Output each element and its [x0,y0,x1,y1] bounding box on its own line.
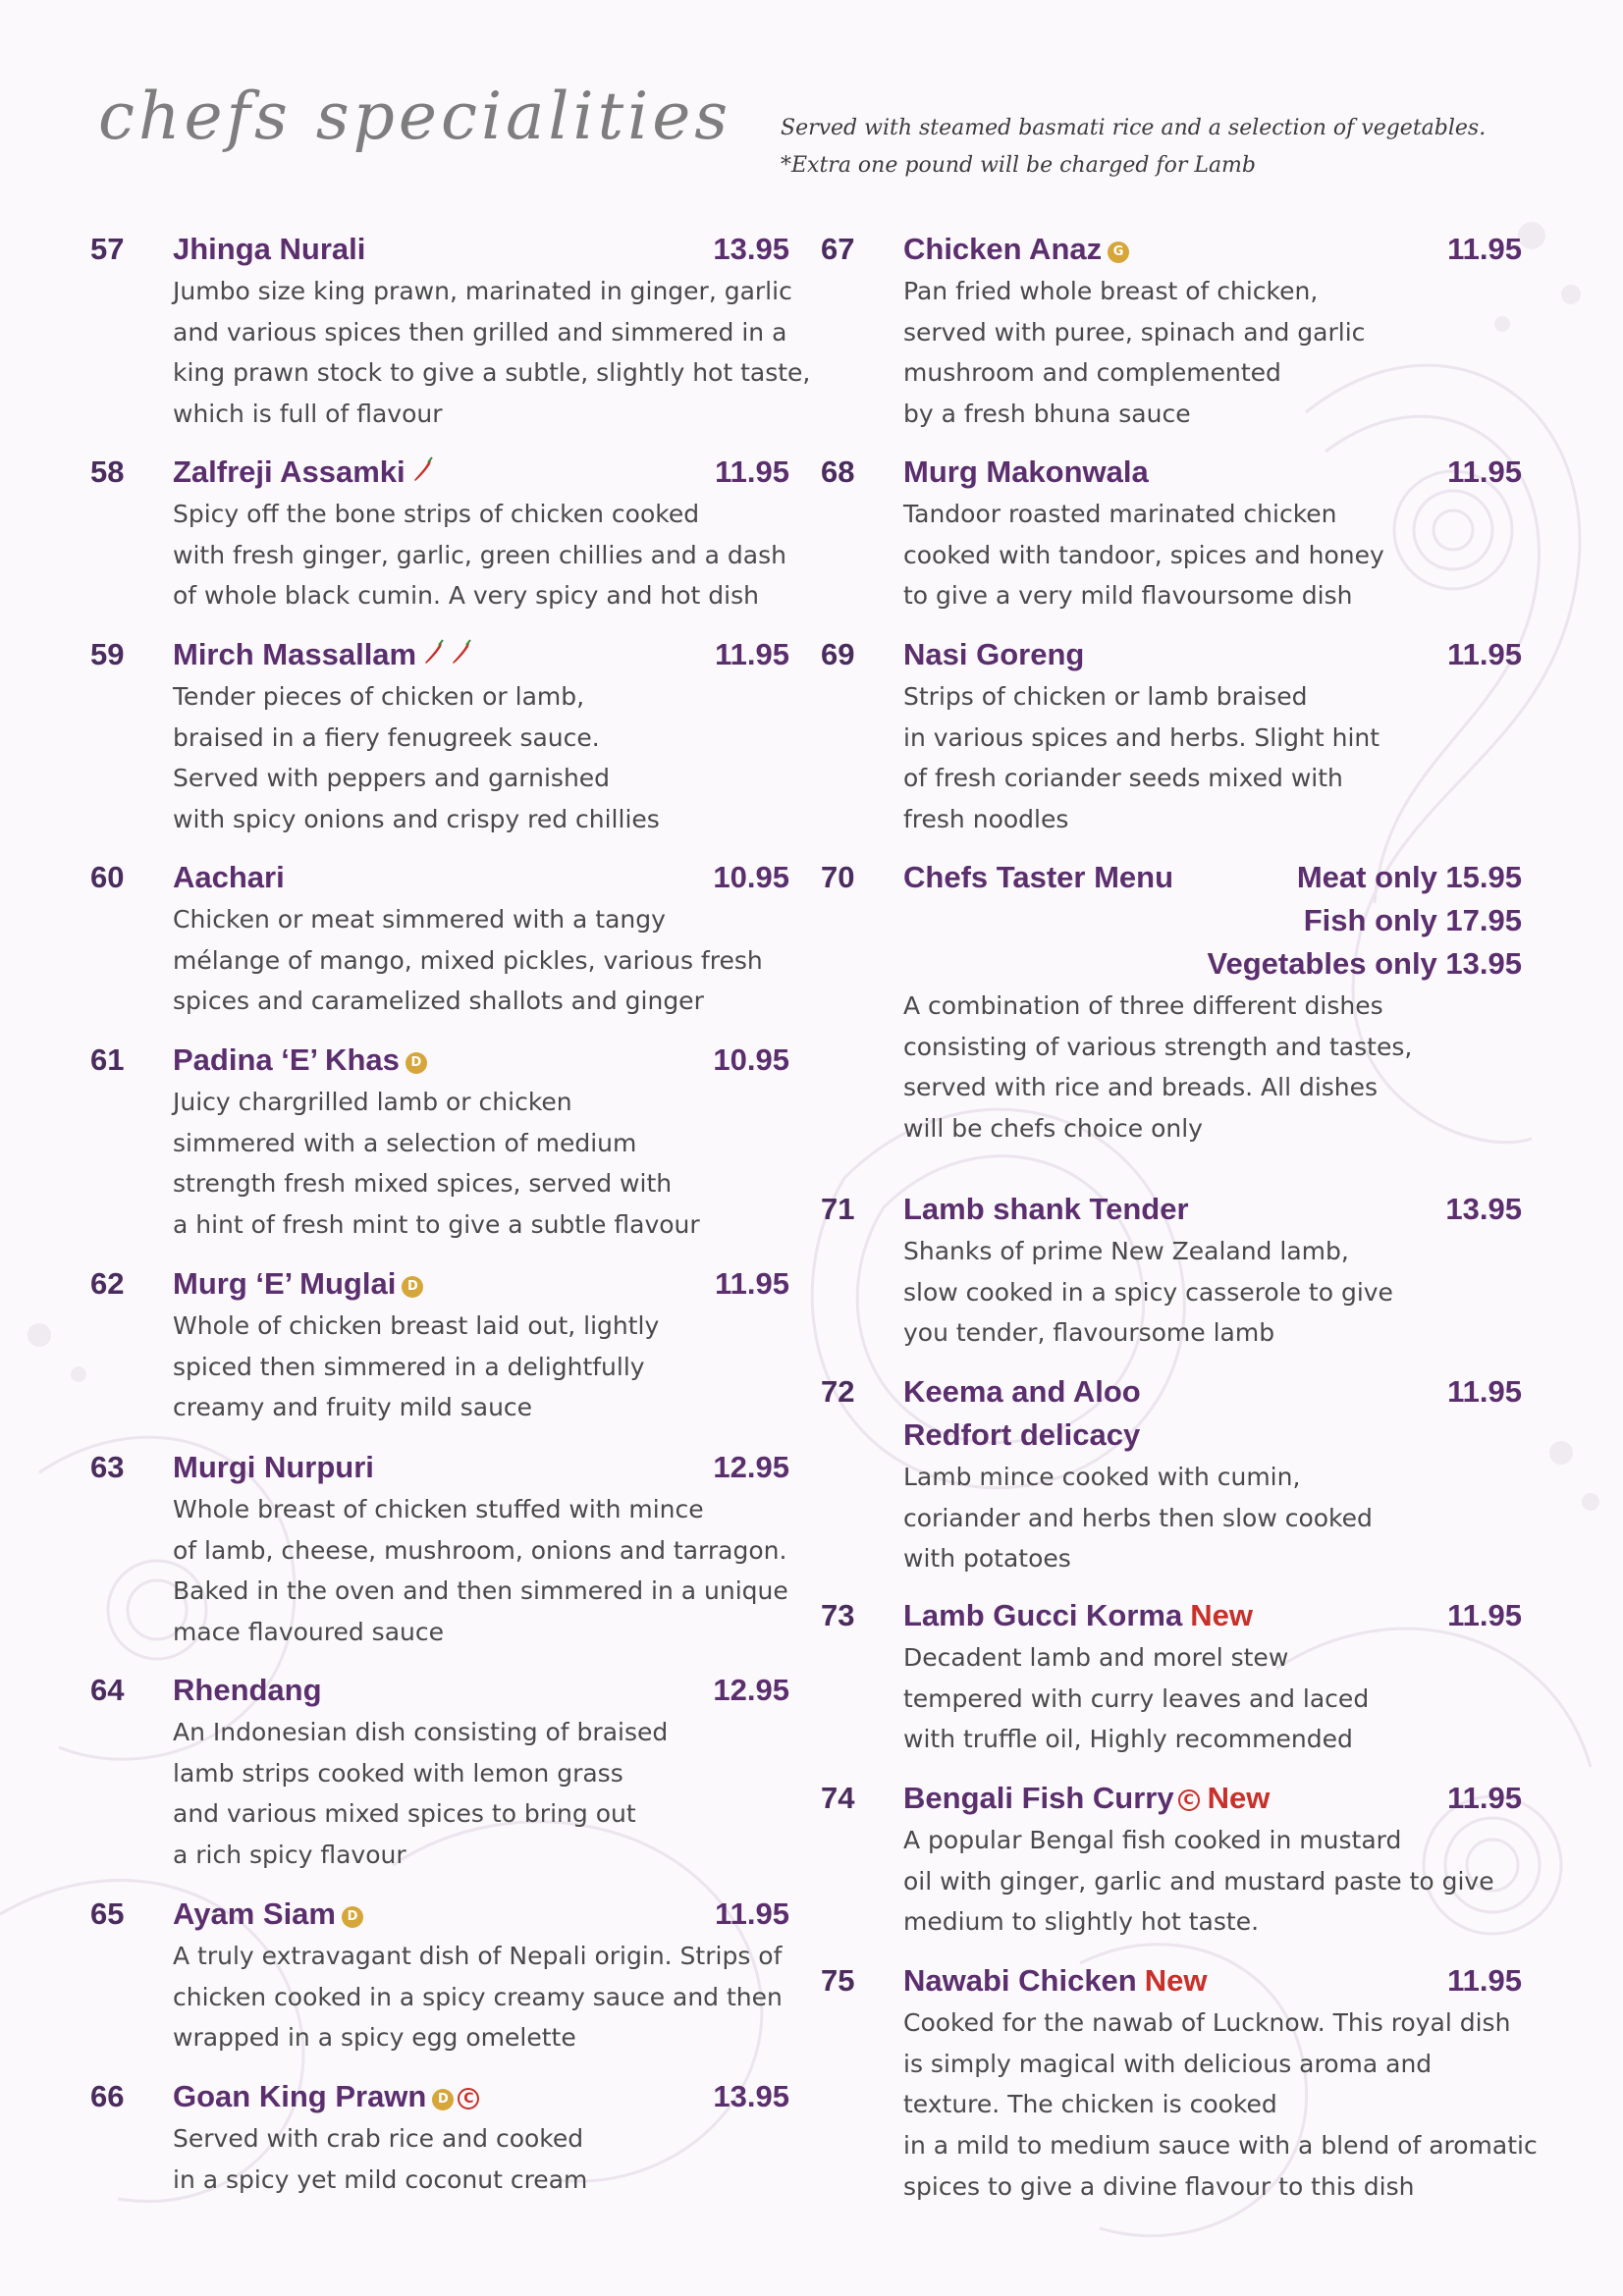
description-line: a rich spicy flavour [173,1841,406,1870]
description-line: strength fresh mixed spices, served with [173,1169,673,1199]
item-name: Goan King Prawn [173,2079,427,2113]
description-line: medium to slightly hot taste. [903,1907,1260,1937]
description-line: in a mild to medium sauce with a blend of aromatic [903,2131,1538,2161]
item-number: 68 [821,454,855,489]
menu-item [821,1188,1522,1354]
item-name: Aachari [173,860,285,894]
item-description [903,676,1522,840]
header-note-line: Served with steamed basmati rice and a selection of vegetables. [781,116,1487,140]
item-price: 11.95 [715,1896,789,1931]
item-price: 11.95 [1447,232,1522,266]
description-line: slow cooked in a spicy casserole to give [903,1277,1393,1307]
item-name: Rhendang [173,1673,322,1707]
item-name: Nawabi Chicken [903,1963,1137,1998]
description-line: of whole black cumin. A very spicy and hot dish [173,581,759,611]
description-line: will be chefs choice only [903,1114,1203,1144]
description-line: cooked with tandoor, spices and honey [903,540,1384,569]
description-line: with fresh ginger, garlic, green chillies and a dash [173,540,786,569]
dietary-badge-icon: G [1108,241,1129,263]
item-name: Chefs Taster Menu [903,860,1174,894]
item-price-list [1207,856,1522,986]
description-line: A popular Bengal fish cooked in mustard [903,1826,1402,1854]
description-line: consisting of various strength and tastes, [903,1032,1413,1061]
item-description [173,494,789,616]
item-number: 60 [90,860,125,894]
item-name: Zalfreji Assamki [173,454,406,489]
description-line: Tandoor roasted marinated chicken [903,500,1337,528]
description-line: mace flavoured sauce [173,1618,444,1647]
menu-item [90,1262,789,1428]
menu-item [821,1594,1522,1760]
menu-item [821,228,1522,435]
item-price: 12.95 [713,1450,789,1484]
description-line: and various spices then grilled and simmered in a [173,317,787,347]
item-name: Mirch Massallam [173,637,417,671]
item-price: 11.95 [1447,1963,1522,1998]
item-name-row [903,1370,1522,1414]
description-line: Served with peppers and garnished [173,764,611,793]
item-number: 58 [90,454,125,489]
item-name: Bengali Fish Curry [903,1781,1174,1815]
description-line: tempered with curry leaves and laced [903,1683,1370,1713]
description-line: Pan fried whole breast of chicken, [903,277,1319,305]
item-name: Jhinga Nurali [173,232,366,266]
item-price: Meat only 15.95 [1296,860,1522,894]
chili-icon [411,451,433,494]
description-line: and various mixed spices to bring out [173,1799,636,1829]
header-note-line: *Extra one pound will be charged for Lamb [781,153,1256,178]
description-line: spiced then simmered in a delightfully [173,1352,645,1381]
description-line: with truffle oil, Highly recommended [903,1725,1353,1754]
chili-icon [422,633,444,676]
item-price: 11.95 [1447,1781,1522,1815]
dietary-badge-icon: D [402,1276,423,1298]
menu-item [821,1959,1538,2208]
item-price: 12.95 [713,1673,789,1707]
description-line: chicken cooked in a spicy creamy sauce and then [173,1982,783,2011]
item-name: Ayam Siam [173,1896,336,1931]
dietary-badge-icon: D [342,1906,363,1928]
description-line: A truly extravagant dish of Nepali origin. Strips of [173,1942,783,1970]
menu-item [90,451,789,616]
menu-item [90,1669,789,1876]
item-number: 64 [90,1673,125,1707]
description-line: by a fresh bhuna sauce [903,400,1191,429]
description-line: served with puree, spinach and garlic [903,317,1366,347]
item-name: Lamb shank Tender [903,1192,1189,1226]
description-line: Spicy off the bone strips of chicken cooked [173,500,700,528]
description-line: a hint of fresh mint to give a subtle flavour [173,1210,700,1240]
description-line: oil with ginger, garlic and mustard paste to give [903,1866,1494,1896]
item-number: 62 [90,1266,125,1301]
description-line: An Indonesian dish consisting of braised [173,1718,669,1746]
dietary-badge-icon: D [406,1052,427,1074]
item-number: 63 [90,1450,125,1484]
description-line: is simply magical with delicious aroma and [903,2049,1433,2078]
item-name-row [173,1669,789,1712]
item-name-row [173,1893,789,1936]
menu-item [90,1893,789,2058]
description-line: texture. The chicken is cooked [903,2090,1277,2119]
item-number: 74 [821,1781,855,1815]
item-name-row [173,1446,789,1489]
description-line: in various spices and herbs. Slight hint [903,722,1380,752]
item-description [173,2118,789,2200]
menu-item [90,1039,789,1246]
item-name-row [173,1039,789,1082]
description-line: braised in a fiery fenugreek sauce. [173,722,600,752]
description-line: Juicy chargrilled lamb or chicken [173,1088,572,1116]
description-line: Whole of chicken breast laid out, lightly [173,1311,660,1340]
item-number: 72 [821,1374,855,1409]
menu-item [821,856,1522,1149]
item-name-row [173,451,789,494]
menu-item [90,633,789,840]
description-line: Baked in the oven and then simmered in a unique [173,1576,788,1606]
item-name-row [173,1262,789,1306]
description-line: Jumbo size king prawn, marinated in ginger, garlic [173,277,792,305]
description-line: Lamb mince cooked with cumin, [903,1463,1301,1491]
item-name: Murgi Nurpuri [173,1450,374,1484]
item-price: 13.95 [713,232,789,266]
item-description [173,1936,789,2058]
description-line: fresh noodles [903,805,1069,834]
description-line: of fresh coriander seeds mixed with [903,764,1343,793]
description-line: you tender, flavoursome lamb [903,1318,1275,1348]
item-price: 11.95 [1447,637,1522,671]
menu-item [821,1777,1522,1943]
description-line: Whole breast of chicken stuffed with mince [173,1495,704,1523]
item-price: 13.95 [713,2079,789,2113]
description-line: A combination of three different dishes [903,991,1383,1020]
item-price: 11.95 [715,1266,789,1301]
item-price: 13.95 [1445,1192,1522,1226]
item-name: Nasi Goreng [903,637,1085,671]
menu-item [821,451,1522,616]
item-name-row [903,1594,1522,1637]
item-description [903,1231,1522,1354]
item-description [173,1082,789,1246]
item-name-row [173,228,789,271]
description-line: Cooked for the nawab of Lucknow. This royal dish [903,2008,1511,2037]
item-description [173,899,789,1022]
description-line: Strips of chicken or lamb braised [903,682,1308,711]
description-line: lamb strips cooked with lemon grass [173,1758,623,1788]
item-name-row [903,633,1522,676]
description-line: of lamb, cheese, mushroom, onions and tarragon. [173,1535,787,1565]
new-label: New [1190,1598,1253,1632]
item-name: Murg Makonwala [903,454,1149,489]
item-description [903,986,1522,1149]
description-line: simmered with a selection of medium [173,1128,637,1157]
description-line: Served with crab rice and cooked [173,2124,584,2153]
description-line: Shanks of prime New Zealand lamb, [903,1237,1349,1265]
item-description [903,2002,1538,2208]
description-line: with spicy onions and crispy red chillies [173,805,660,834]
item-name-row [173,633,789,676]
description-line: king prawn stock to give a subtle, slightly hot taste, [173,358,811,388]
description-line: wrapped in a spicy egg omelette [173,2023,576,2053]
description-line: spices and caramelized shallots and ginger [173,987,704,1016]
item-number: 75 [821,1963,855,1998]
item-name: Chicken Anaz [903,232,1103,266]
item-name: Keema and Aloo [903,1374,1141,1409]
item-number: 57 [90,232,125,266]
menu-item [90,228,811,435]
menu-item [821,633,1522,840]
header-note [781,110,1527,185]
new-label: New [1207,1781,1271,1815]
description-line: in a spicy yet mild coconut cream [173,2164,588,2194]
description-line: coriander and herbs then slow cooked [903,1503,1373,1532]
description-line: creamy and fruity mild sauce [173,1393,533,1422]
description-line: mélange of mango, mixed pickles, various fresh [173,945,763,975]
description-line: spices to give a divine flavour to this dish [903,2171,1415,2201]
item-name-row [903,1959,1522,2002]
item-price: 10.95 [713,860,789,894]
item-price: Vegetables only 13.95 [1207,946,1522,981]
menu-item [90,2075,789,2200]
item-description [173,676,789,840]
item-description [903,1637,1522,1760]
item-name: Murg ‘E’ Muglai [173,1266,397,1301]
description-line: Chicken or meat simmered with a tangy [173,905,666,934]
item-name-row [903,451,1522,494]
item-number: 59 [90,637,125,671]
contains-badge-icon: C [1178,1789,1200,1811]
menu-item [821,1370,1522,1579]
item-name-line2: Redfort delicacy [903,1417,1141,1452]
chili-icon [450,633,471,676]
item-name-row [173,856,789,899]
description-line: with potatoes [903,1544,1071,1574]
item-name: Lamb Gucci Korma [903,1598,1183,1632]
item-name-row [173,2075,789,2118]
description-line: which is full of flavour [173,400,443,429]
new-label: New [1144,1963,1208,1998]
item-name: Padina ‘E’ Khas [173,1042,400,1077]
item-price: 11.95 [1447,454,1522,489]
item-price: Fish only 17.95 [1303,903,1522,937]
description-line: Decadent lamb and morel stew [903,1643,1289,1672]
item-number: 70 [821,860,855,894]
menu-item [90,856,789,1022]
item-number: 69 [821,637,855,671]
item-description [903,494,1522,616]
description-line: to give a very mild flavoursome dish [903,581,1353,611]
page-title: chefs specialities [98,79,732,154]
item-description [903,1457,1522,1579]
dietary-badge-icon: D [432,2089,454,2110]
menu-item [90,1446,789,1653]
item-price: 11.95 [1447,1598,1522,1632]
item-description [173,271,811,435]
item-name-row [903,1188,1522,1231]
item-number: 67 [821,232,855,266]
item-number: 61 [90,1042,125,1077]
item-price: 10.95 [713,1042,789,1077]
description-line: served with rice and breads. All dishes [903,1073,1379,1102]
item-number: 73 [821,1598,855,1632]
item-price: 11.95 [715,454,789,489]
contains-badge-icon: C [458,2088,479,2109]
item-price: 11.95 [715,637,789,671]
item-description [903,1820,1522,1943]
item-number: 71 [821,1192,855,1226]
description-line: mushroom and complemented [903,358,1281,388]
item-name-row [903,228,1522,271]
item-number: 65 [90,1896,125,1931]
item-price: 11.95 [1447,1374,1522,1409]
item-description [173,1489,789,1653]
item-description [903,271,1522,435]
item-name-row [903,1777,1522,1820]
description-line: Tender pieces of chicken or lamb, [173,682,585,711]
item-description [173,1306,789,1428]
item-description [173,1712,789,1876]
item-number: 66 [90,2079,125,2113]
